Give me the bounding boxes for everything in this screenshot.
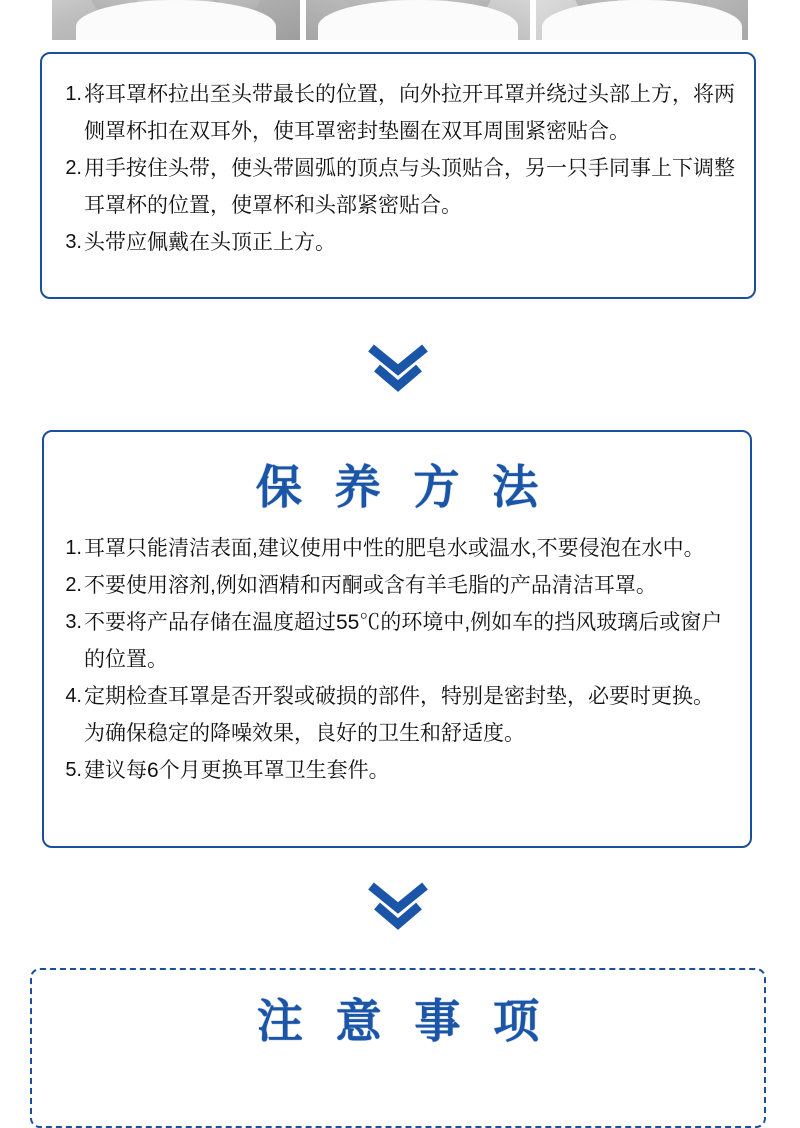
maintenance-steps-list bbox=[60, 530, 734, 789]
wearing-demo-photo-2 bbox=[306, 0, 530, 40]
list-item-number: 3. bbox=[65, 231, 82, 253]
list-item-text: 定期检查耳罩是否开裂或破损的部件，特别是密封垫，必要时更换。为确保稳定的降噪效果，良好的卫生和舒适度。 bbox=[84, 685, 714, 745]
list-item bbox=[60, 224, 736, 261]
list-item-number: 4. bbox=[65, 685, 82, 707]
maintenance-panel bbox=[42, 430, 752, 848]
list-item bbox=[60, 530, 734, 567]
list-item-number: 2. bbox=[65, 574, 82, 596]
notice-title: 注 意 事 项 bbox=[256, 995, 550, 1047]
notice-panel bbox=[30, 968, 766, 1128]
model-shirt bbox=[542, 0, 742, 40]
list-item-text: 用手按住头带，使头带圆弧的顶点与头顶贴合，另一只手同事上下调整耳罩杯的位置，使罩杯和头部紧密贴合。 bbox=[84, 157, 735, 217]
list-item bbox=[60, 752, 734, 789]
product-usage-photo-strip bbox=[52, 0, 748, 40]
wearing-instructions-panel bbox=[40, 52, 756, 299]
maintenance-title: 保 养 方 法 bbox=[255, 461, 549, 513]
wearing-steps-list bbox=[60, 76, 736, 261]
list-item bbox=[60, 604, 734, 678]
list-item-number: 1. bbox=[65, 83, 82, 105]
list-item bbox=[60, 76, 736, 150]
list-item-number: 3. bbox=[65, 611, 82, 633]
list-item-text: 建议每6个月更换耳罩卫生套件。 bbox=[84, 759, 390, 782]
wearing-demo-photo-3 bbox=[536, 0, 748, 40]
list-item-number: 5. bbox=[65, 759, 82, 781]
list-item-text: 头带应佩戴在头顶正上方。 bbox=[84, 231, 336, 254]
list-item-number: 1. bbox=[65, 537, 82, 559]
list-item bbox=[60, 567, 734, 604]
list-item-text: 不要将产品存储在温度超过55℃的环境中,例如车的挡风玻璃后或窗户的位置。 bbox=[84, 611, 723, 671]
list-item-text: 不要使用溶剂,例如酒精和丙酮或含有羊毛脂的产品清洁耳罩。 bbox=[84, 574, 657, 597]
wearing-demo-photo-1 bbox=[52, 0, 300, 40]
list-item bbox=[60, 150, 736, 224]
list-item-text: 耳罩只能清洁表面,建议使用中性的肥皂水或温水,不要侵泡在水中。 bbox=[84, 537, 705, 560]
list-item-number: 2. bbox=[65, 157, 82, 179]
list-item bbox=[60, 678, 734, 752]
chevron-double-down-icon bbox=[353, 340, 443, 396]
chevron-double-down-icon bbox=[353, 878, 443, 934]
list-item-text: 将耳罩杯拉出至头带最长的位置，向外拉开耳罩并绕过头部上方，将两侧罩杯扣在双耳外，使耳罩密封垫圈在双耳周围紧密贴合。 bbox=[84, 83, 735, 143]
maintenance-steps-wrap bbox=[60, 530, 734, 789]
